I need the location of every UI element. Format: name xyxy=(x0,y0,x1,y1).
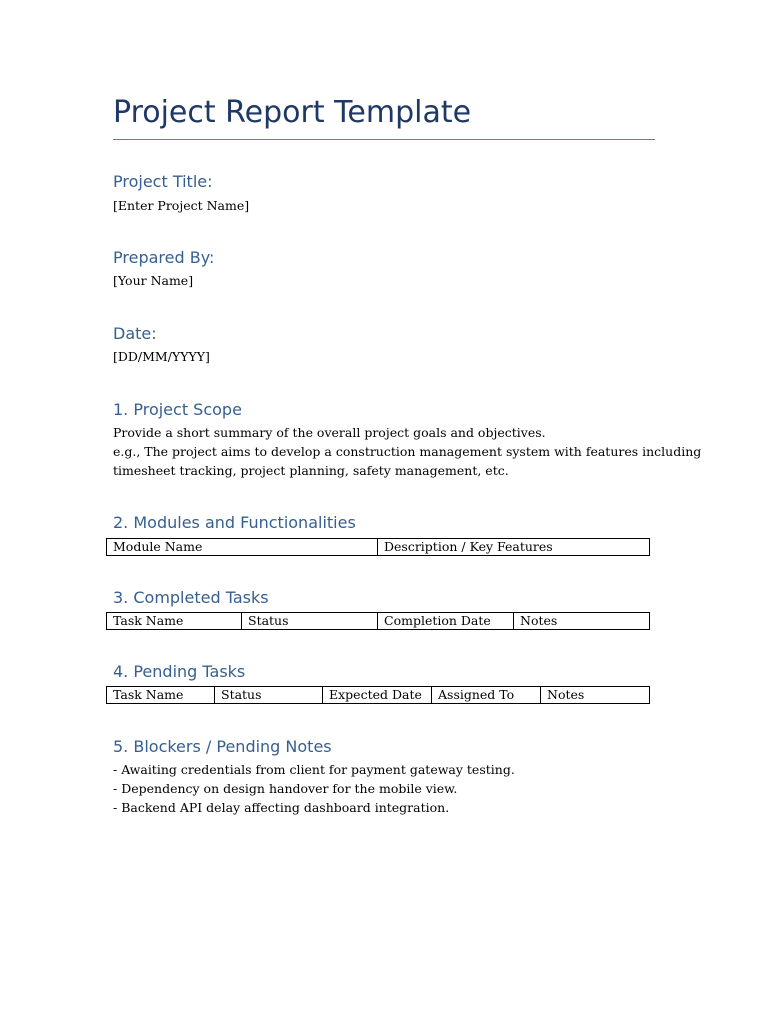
table-header-cell: Assigned To xyxy=(432,687,541,704)
blockers-heading: 5. Blockers / Pending Notes xyxy=(113,737,332,756)
date-value: [DD/MM/YYYY] xyxy=(113,349,210,364)
table-header-cell: Completion Date xyxy=(378,613,514,630)
table-header-cell: Task Name xyxy=(107,613,242,630)
modules-heading: 2. Modules and Functionalities xyxy=(113,513,356,532)
table-header-row xyxy=(107,613,650,630)
completed-table xyxy=(106,612,650,630)
completed-heading: 3. Completed Tasks xyxy=(113,588,269,607)
table-header-row xyxy=(107,687,650,704)
table-header-cell: Status xyxy=(242,613,378,630)
modules-table xyxy=(106,538,650,556)
project-title-label: Project Title: xyxy=(113,172,213,191)
pending-heading: 4. Pending Tasks xyxy=(113,662,246,681)
pending-table xyxy=(106,686,650,704)
table-header-cell: Task Name xyxy=(107,687,215,704)
scope-line: e.g., The project aims to develop a construction management system with features including xyxy=(113,444,702,459)
date-label: Date: xyxy=(113,324,157,343)
table-header-cell: Expected Date xyxy=(323,687,432,704)
prepared-by-value: [Your Name] xyxy=(113,273,194,288)
table-header-cell: Status xyxy=(215,687,323,704)
scope-heading: 1. Project Scope xyxy=(113,400,242,419)
title-underline xyxy=(113,139,655,140)
blocker-item: - Dependency on design handover for the mobile view. xyxy=(113,781,458,796)
document-title: Project Report Template xyxy=(113,95,472,130)
table-header-cell: Notes xyxy=(514,613,650,630)
scope-line: Provide a short summary of the overall project goals and objectives. xyxy=(113,425,546,440)
blocker-item: - Awaiting credentials from client for payment gateway testing. xyxy=(113,762,515,777)
scope-line: timesheet tracking, project planning, safety management, etc. xyxy=(113,463,509,478)
project-title-value: [Enter Project Name] xyxy=(113,198,250,213)
table-header-cell: Description / Key Features xyxy=(378,539,650,556)
table-header-row xyxy=(107,539,650,556)
prepared-by-label: Prepared By: xyxy=(113,248,215,267)
table-header-cell: Module Name xyxy=(107,539,378,556)
blocker-item: - Backend API delay affecting dashboard integration. xyxy=(113,800,450,815)
table-header-cell: Notes xyxy=(541,687,650,704)
